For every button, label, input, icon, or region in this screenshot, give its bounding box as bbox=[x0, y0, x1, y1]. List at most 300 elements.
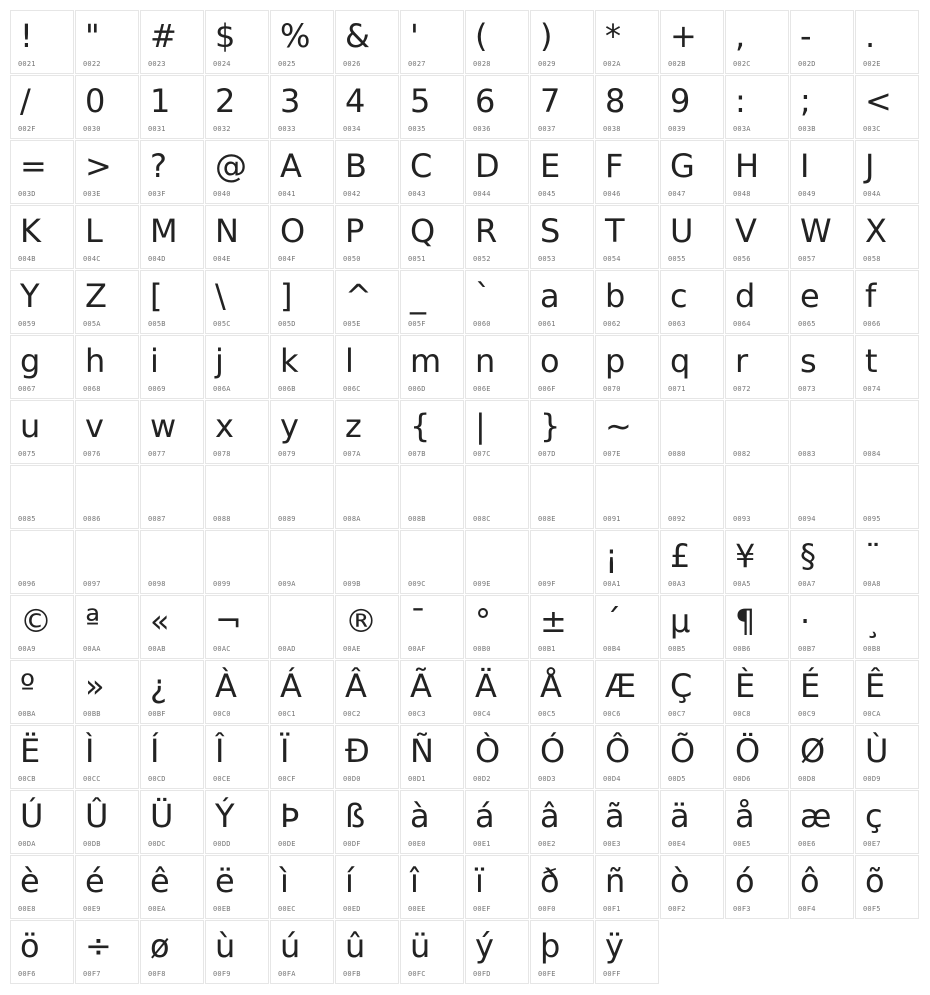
glyph-codepoint: 0093 bbox=[733, 515, 751, 523]
glyph-codepoint: 0045 bbox=[538, 190, 556, 198]
glyph-cell[interactable] bbox=[270, 335, 334, 399]
glyph-cell[interactable] bbox=[465, 660, 529, 724]
glyph-cell[interactable] bbox=[595, 335, 659, 399]
glyph-cell[interactable] bbox=[140, 920, 204, 984]
glyph-char: À bbox=[215, 667, 237, 705]
glyph-cell[interactable] bbox=[790, 595, 854, 659]
glyph-codepoint: 009A bbox=[278, 580, 296, 588]
glyph-cell[interactable] bbox=[855, 75, 919, 139]
glyph-cell[interactable] bbox=[855, 10, 919, 74]
glyph-char: á bbox=[475, 797, 495, 835]
glyph-cell[interactable] bbox=[465, 790, 529, 854]
glyph-cell[interactable] bbox=[595, 75, 659, 139]
glyph-cell[interactable] bbox=[465, 530, 529, 594]
glyph-codepoint: 0058 bbox=[863, 255, 881, 263]
glyph-cell[interactable] bbox=[400, 400, 464, 464]
glyph-cell[interactable] bbox=[400, 205, 464, 269]
glyph-cell[interactable] bbox=[530, 335, 594, 399]
glyph-cell[interactable] bbox=[205, 725, 269, 789]
glyph-codepoint: 00E8 bbox=[18, 905, 36, 913]
glyph-cell[interactable] bbox=[140, 790, 204, 854]
glyph-cell[interactable] bbox=[660, 595, 724, 659]
glyph-cell[interactable] bbox=[270, 790, 334, 854]
glyph-cell[interactable] bbox=[400, 725, 464, 789]
glyph-cell[interactable] bbox=[10, 725, 74, 789]
glyph-cell[interactable] bbox=[530, 660, 594, 724]
glyph-cell[interactable] bbox=[855, 140, 919, 204]
glyph-cell[interactable] bbox=[660, 660, 724, 724]
glyph-codepoint: 0062 bbox=[603, 320, 621, 328]
glyph-char: Ï bbox=[280, 732, 290, 770]
glyph-codepoint: 00FB bbox=[343, 970, 361, 978]
glyph-char: » bbox=[85, 667, 105, 705]
glyph-cell[interactable] bbox=[465, 335, 529, 399]
glyph-cell[interactable] bbox=[270, 920, 334, 984]
glyph-cell[interactable] bbox=[400, 595, 464, 659]
glyph-char: £ bbox=[670, 537, 691, 575]
glyph-codepoint: 00AD bbox=[278, 645, 296, 653]
glyph-codepoint: 002B bbox=[668, 60, 686, 68]
glyph-cell[interactable] bbox=[595, 270, 659, 334]
glyph-char: ñ bbox=[605, 862, 626, 900]
glyph-char: ! bbox=[20, 17, 33, 55]
glyph-cell[interactable] bbox=[270, 530, 334, 594]
glyph-cell[interactable] bbox=[465, 270, 529, 334]
glyph-cell[interactable] bbox=[790, 75, 854, 139]
glyph-codepoint: 003B bbox=[798, 125, 816, 133]
glyph-cell[interactable] bbox=[530, 75, 594, 139]
glyph-cell[interactable] bbox=[855, 270, 919, 334]
glyph-cell[interactable] bbox=[335, 335, 399, 399]
glyph-cell[interactable] bbox=[335, 270, 399, 334]
glyph-cell[interactable] bbox=[270, 140, 334, 204]
glyph-codepoint: 005B bbox=[148, 320, 166, 328]
glyph-codepoint: 0057 bbox=[798, 255, 816, 263]
glyph-cell[interactable] bbox=[530, 10, 594, 74]
glyph-cell[interactable] bbox=[855, 595, 919, 659]
glyph-cell[interactable] bbox=[790, 400, 854, 464]
glyph-cell[interactable] bbox=[75, 335, 139, 399]
glyph-cell[interactable] bbox=[205, 920, 269, 984]
glyph-cell[interactable] bbox=[855, 400, 919, 464]
glyph-cell[interactable] bbox=[400, 10, 464, 74]
glyph-char: C bbox=[410, 147, 433, 185]
glyph-cell[interactable] bbox=[595, 920, 659, 984]
glyph-cell[interactable] bbox=[205, 205, 269, 269]
glyph-cell[interactable] bbox=[205, 855, 269, 919]
glyph-cell[interactable] bbox=[75, 10, 139, 74]
glyph-cell[interactable] bbox=[400, 855, 464, 919]
glyph-char: U bbox=[670, 212, 694, 250]
glyph-codepoint: 0056 bbox=[733, 255, 751, 263]
glyph-cell[interactable] bbox=[10, 530, 74, 594]
glyph-codepoint: 00CA bbox=[863, 710, 881, 718]
glyph-cell[interactable] bbox=[530, 855, 594, 919]
glyph-cell[interactable] bbox=[10, 75, 74, 139]
glyph-cell[interactable] bbox=[140, 205, 204, 269]
glyph-cell[interactable] bbox=[855, 790, 919, 854]
glyph-cell[interactable] bbox=[660, 205, 724, 269]
glyph-codepoint: 00FA bbox=[278, 970, 296, 978]
glyph-cell[interactable] bbox=[595, 595, 659, 659]
glyph-char: I bbox=[800, 147, 810, 185]
glyph-cell[interactable] bbox=[530, 270, 594, 334]
glyph-cell[interactable] bbox=[660, 855, 724, 919]
glyph-cell[interactable] bbox=[530, 725, 594, 789]
glyph-cell[interactable] bbox=[140, 660, 204, 724]
glyph-cell[interactable] bbox=[660, 530, 724, 594]
glyph-codepoint: 00F2 bbox=[668, 905, 686, 913]
glyph-cell[interactable] bbox=[400, 465, 464, 529]
glyph-cell[interactable] bbox=[790, 270, 854, 334]
glyph-codepoint: 00A1 bbox=[603, 580, 621, 588]
glyph-cell[interactable] bbox=[270, 270, 334, 334]
glyph-cell[interactable] bbox=[530, 920, 594, 984]
glyph-codepoint: 0071 bbox=[668, 385, 686, 393]
glyph-cell[interactable] bbox=[530, 790, 594, 854]
glyph-cell[interactable] bbox=[75, 75, 139, 139]
glyph-cell[interactable] bbox=[660, 465, 724, 529]
glyph-cell[interactable] bbox=[725, 855, 789, 919]
glyph-cell[interactable] bbox=[400, 75, 464, 139]
glyph-char: \ bbox=[215, 277, 226, 315]
glyph-cell[interactable] bbox=[855, 335, 919, 399]
glyph-char: W bbox=[800, 212, 832, 250]
glyph-codepoint: 002F bbox=[18, 125, 36, 133]
glyph-cell[interactable] bbox=[75, 270, 139, 334]
glyph-cell[interactable] bbox=[595, 140, 659, 204]
glyph-codepoint: 008C bbox=[473, 515, 491, 523]
glyph-cell[interactable] bbox=[595, 205, 659, 269]
glyph-cell[interactable] bbox=[75, 725, 139, 789]
glyph-cell[interactable] bbox=[465, 595, 529, 659]
glyph-codepoint: 0061 bbox=[538, 320, 556, 328]
glyph-cell[interactable] bbox=[10, 400, 74, 464]
glyph-char: Ì bbox=[85, 732, 95, 770]
glyph-char: j bbox=[215, 342, 224, 380]
glyph-cell[interactable] bbox=[595, 10, 659, 74]
glyph-cell[interactable] bbox=[205, 10, 269, 74]
glyph-cell[interactable] bbox=[465, 465, 529, 529]
glyph-codepoint: 0032 bbox=[213, 125, 231, 133]
glyph-cell[interactable] bbox=[725, 270, 789, 334]
glyph-codepoint: 005F bbox=[408, 320, 426, 328]
glyph-char: . bbox=[865, 17, 876, 55]
glyph-char: Ø bbox=[800, 732, 826, 770]
glyph-codepoint: 0070 bbox=[603, 385, 621, 393]
glyph-cell[interactable] bbox=[140, 10, 204, 74]
glyph-cell[interactable] bbox=[140, 530, 204, 594]
glyph-cell[interactable] bbox=[465, 10, 529, 74]
glyph-cell[interactable] bbox=[205, 530, 269, 594]
glyph-cell[interactable] bbox=[400, 530, 464, 594]
glyph-codepoint: 00BF bbox=[148, 710, 166, 718]
glyph-cell[interactable] bbox=[855, 660, 919, 724]
glyph-codepoint: 0040 bbox=[213, 190, 231, 198]
glyph-cell[interactable] bbox=[10, 595, 74, 659]
glyph-codepoint: 00F9 bbox=[213, 970, 231, 978]
glyph-codepoint: 00B0 bbox=[473, 645, 491, 653]
glyph-cell[interactable] bbox=[725, 10, 789, 74]
glyph-cell[interactable] bbox=[660, 270, 724, 334]
glyph-cell[interactable] bbox=[465, 400, 529, 464]
glyph-cell[interactable] bbox=[10, 270, 74, 334]
glyph-cell[interactable] bbox=[205, 465, 269, 529]
glyph-cell[interactable] bbox=[75, 400, 139, 464]
glyph-cell[interactable] bbox=[10, 205, 74, 269]
glyph-codepoint: 00E4 bbox=[668, 840, 686, 848]
glyph-char: / bbox=[20, 82, 31, 120]
glyph-cell[interactable] bbox=[10, 790, 74, 854]
glyph-cell[interactable] bbox=[205, 75, 269, 139]
glyph-cell[interactable] bbox=[335, 530, 399, 594]
glyph-cell[interactable] bbox=[465, 920, 529, 984]
glyph-codepoint: 00DA bbox=[18, 840, 36, 848]
glyph-cell[interactable] bbox=[595, 400, 659, 464]
glyph-cell[interactable] bbox=[75, 530, 139, 594]
glyph-cell[interactable] bbox=[270, 595, 334, 659]
glyph-codepoint: 0036 bbox=[473, 125, 491, 133]
glyph-cell[interactable] bbox=[10, 10, 74, 74]
glyph-cell[interactable] bbox=[725, 660, 789, 724]
glyph-cell[interactable] bbox=[270, 75, 334, 139]
glyph-char: È bbox=[735, 667, 756, 705]
glyph-char: ü bbox=[410, 927, 431, 965]
glyph-char: $ bbox=[215, 17, 236, 55]
glyph-cell[interactable] bbox=[335, 75, 399, 139]
glyph-cell[interactable] bbox=[140, 855, 204, 919]
glyph-cell[interactable] bbox=[270, 725, 334, 789]
glyph-cell[interactable] bbox=[790, 855, 854, 919]
glyph-cell[interactable] bbox=[75, 205, 139, 269]
glyph-char: Û bbox=[85, 797, 109, 835]
glyph-cell[interactable] bbox=[725, 205, 789, 269]
glyph-cell[interactable] bbox=[75, 790, 139, 854]
glyph-char: } bbox=[540, 407, 561, 445]
glyph-cell[interactable] bbox=[660, 400, 724, 464]
glyph-cell[interactable] bbox=[335, 400, 399, 464]
glyph-char: T bbox=[605, 212, 625, 250]
glyph-codepoint: 0024 bbox=[213, 60, 231, 68]
glyph-cell[interactable] bbox=[10, 335, 74, 399]
glyph-char: m bbox=[410, 342, 442, 380]
glyph-codepoint: 00CD bbox=[148, 775, 166, 783]
glyph-cell[interactable] bbox=[335, 205, 399, 269]
glyph-cell[interactable] bbox=[335, 725, 399, 789]
glyph-cell[interactable] bbox=[10, 920, 74, 984]
glyph-cell[interactable] bbox=[335, 10, 399, 74]
glyph-cell[interactable] bbox=[595, 725, 659, 789]
glyph-codepoint: 00D6 bbox=[733, 775, 751, 783]
glyph-cell[interactable] bbox=[725, 595, 789, 659]
glyph-char: Z bbox=[85, 277, 107, 315]
glyph-cell[interactable] bbox=[790, 790, 854, 854]
glyph-cell[interactable] bbox=[660, 725, 724, 789]
glyph-cell[interactable] bbox=[75, 465, 139, 529]
glyph-char: º bbox=[20, 667, 36, 705]
glyph-cell[interactable] bbox=[660, 75, 724, 139]
glyph-codepoint: 006F bbox=[538, 385, 556, 393]
glyph-codepoint: 00DB bbox=[83, 840, 101, 848]
glyph-cell[interactable] bbox=[465, 855, 529, 919]
glyph-cell[interactable] bbox=[595, 855, 659, 919]
glyph-cell[interactable] bbox=[725, 530, 789, 594]
glyph-cell[interactable] bbox=[335, 790, 399, 854]
glyph-cell[interactable] bbox=[530, 595, 594, 659]
glyph-cell[interactable] bbox=[75, 140, 139, 204]
glyph-cell[interactable] bbox=[270, 855, 334, 919]
glyph-cell[interactable] bbox=[400, 335, 464, 399]
glyph-cell[interactable] bbox=[725, 465, 789, 529]
glyph-cell[interactable] bbox=[595, 790, 659, 854]
glyph-cell[interactable] bbox=[790, 10, 854, 74]
glyph-cell[interactable] bbox=[595, 660, 659, 724]
glyph-codepoint: 00C8 bbox=[733, 710, 751, 718]
glyph-cell[interactable] bbox=[530, 205, 594, 269]
glyph-cell[interactable] bbox=[725, 75, 789, 139]
glyph-cell[interactable] bbox=[205, 400, 269, 464]
glyph-cell[interactable] bbox=[75, 855, 139, 919]
glyph-cell[interactable] bbox=[270, 400, 334, 464]
glyph-cell[interactable] bbox=[400, 790, 464, 854]
glyph-cell[interactable] bbox=[855, 725, 919, 789]
glyph-cell[interactable] bbox=[10, 465, 74, 529]
glyph-cell[interactable] bbox=[530, 140, 594, 204]
glyph-cell[interactable] bbox=[270, 465, 334, 529]
glyph-codepoint: 0041 bbox=[278, 190, 296, 198]
glyph-cell[interactable] bbox=[400, 660, 464, 724]
glyph-cell[interactable] bbox=[205, 140, 269, 204]
glyph-cell[interactable] bbox=[270, 660, 334, 724]
glyph-cell[interactable] bbox=[335, 920, 399, 984]
glyph-cell[interactable] bbox=[790, 335, 854, 399]
glyph-cell[interactable] bbox=[790, 205, 854, 269]
glyph-char: | bbox=[475, 407, 486, 445]
glyph-cell[interactable] bbox=[335, 465, 399, 529]
glyph-codepoint: 00EF bbox=[473, 905, 491, 913]
glyph-cell[interactable] bbox=[725, 790, 789, 854]
glyph-char: Ë bbox=[20, 732, 41, 770]
glyph-cell[interactable] bbox=[530, 400, 594, 464]
glyph-cell[interactable] bbox=[10, 140, 74, 204]
glyph-char: S bbox=[540, 212, 561, 250]
glyph-cell[interactable] bbox=[790, 465, 854, 529]
glyph-cell[interactable] bbox=[660, 335, 724, 399]
glyph-cell[interactable] bbox=[75, 660, 139, 724]
glyph-cell[interactable] bbox=[465, 205, 529, 269]
glyph-cell[interactable] bbox=[790, 140, 854, 204]
glyph-cell[interactable] bbox=[10, 660, 74, 724]
glyph-char: v bbox=[85, 407, 104, 445]
glyph-cell[interactable] bbox=[335, 140, 399, 204]
glyph-cell[interactable] bbox=[140, 75, 204, 139]
glyph-char: Á bbox=[280, 667, 302, 705]
glyph-cell[interactable] bbox=[725, 335, 789, 399]
glyph-cell[interactable] bbox=[595, 530, 659, 594]
glyph-cell[interactable] bbox=[400, 140, 464, 204]
glyph-cell[interactable] bbox=[660, 790, 724, 854]
glyph-codepoint: 00FD bbox=[473, 970, 491, 978]
glyph-cell[interactable] bbox=[270, 205, 334, 269]
glyph-cell[interactable] bbox=[205, 270, 269, 334]
glyph-cell[interactable] bbox=[400, 270, 464, 334]
glyph-cell[interactable] bbox=[660, 10, 724, 74]
glyph-char: î bbox=[410, 862, 419, 900]
glyph-cell[interactable] bbox=[140, 270, 204, 334]
glyph-cell[interactable] bbox=[205, 335, 269, 399]
glyph-codepoint: 0089 bbox=[278, 515, 296, 523]
glyph-cell[interactable] bbox=[400, 920, 464, 984]
glyph-cell[interactable] bbox=[855, 855, 919, 919]
glyph-cell[interactable] bbox=[75, 595, 139, 659]
glyph-codepoint: 00E3 bbox=[603, 840, 621, 848]
glyph-char: G bbox=[670, 147, 695, 185]
glyph-char: " bbox=[85, 17, 100, 55]
glyph-cell[interactable] bbox=[725, 140, 789, 204]
glyph-codepoint: 00D4 bbox=[603, 775, 621, 783]
glyph-cell[interactable] bbox=[335, 660, 399, 724]
glyph-char: w bbox=[150, 407, 177, 445]
glyph-cell[interactable] bbox=[205, 790, 269, 854]
glyph-cell[interactable] bbox=[855, 465, 919, 529]
glyph-cell[interactable] bbox=[75, 920, 139, 984]
glyph-cell[interactable] bbox=[530, 530, 594, 594]
glyph-cell[interactable] bbox=[465, 725, 529, 789]
glyph-codepoint: 0023 bbox=[148, 60, 166, 68]
glyph-char: Þ bbox=[280, 797, 300, 835]
glyph-cell[interactable] bbox=[140, 595, 204, 659]
glyph-cell[interactable] bbox=[140, 335, 204, 399]
glyph-cell[interactable] bbox=[140, 465, 204, 529]
glyph-char: Â bbox=[345, 667, 367, 705]
glyph-cell[interactable] bbox=[790, 660, 854, 724]
glyph-char: Y bbox=[20, 277, 40, 315]
glyph-codepoint: 00EB bbox=[213, 905, 231, 913]
glyph-cell[interactable] bbox=[270, 10, 334, 74]
glyph-cell[interactable] bbox=[465, 75, 529, 139]
glyph-codepoint: 0031 bbox=[148, 125, 166, 133]
glyph-cell[interactable] bbox=[335, 855, 399, 919]
glyph-char: Ã bbox=[410, 667, 432, 705]
glyph-cell[interactable] bbox=[530, 465, 594, 529]
glyph-cell[interactable] bbox=[790, 530, 854, 594]
glyph-cell[interactable] bbox=[595, 465, 659, 529]
glyph-char: ý bbox=[475, 927, 494, 965]
glyph-cell[interactable] bbox=[140, 140, 204, 204]
glyph-cell[interactable] bbox=[140, 400, 204, 464]
glyph-char: « bbox=[150, 602, 170, 640]
glyph-codepoint: 00AA bbox=[83, 645, 101, 653]
glyph-codepoint: 0099 bbox=[213, 580, 231, 588]
glyph-cell[interactable] bbox=[140, 725, 204, 789]
glyph-cell[interactable] bbox=[205, 660, 269, 724]
glyph-cell[interactable] bbox=[725, 725, 789, 789]
glyph-cell[interactable] bbox=[10, 855, 74, 919]
glyph-cell[interactable] bbox=[465, 140, 529, 204]
glyph-codepoint: 0069 bbox=[148, 385, 166, 393]
glyph-cell[interactable] bbox=[725, 400, 789, 464]
glyph-char: ; bbox=[800, 82, 811, 120]
glyph-char: H bbox=[735, 147, 760, 185]
glyph-cell[interactable] bbox=[855, 205, 919, 269]
glyph-char: ± bbox=[540, 602, 567, 640]
glyph-cell[interactable] bbox=[335, 595, 399, 659]
glyph-cell[interactable] bbox=[660, 140, 724, 204]
glyph-cell[interactable] bbox=[205, 595, 269, 659]
glyph-cell[interactable] bbox=[790, 725, 854, 789]
glyph-cell[interactable] bbox=[855, 530, 919, 594]
glyph-codepoint: 009C bbox=[408, 580, 426, 588]
